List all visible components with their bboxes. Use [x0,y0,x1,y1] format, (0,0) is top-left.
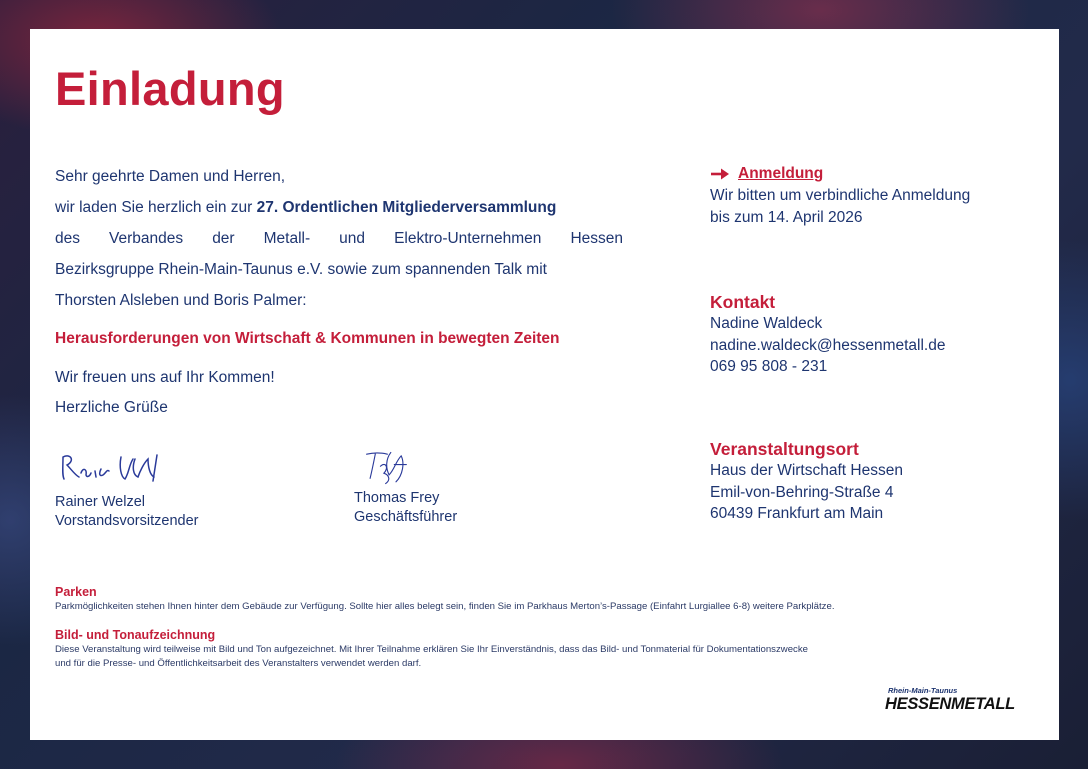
registration-link[interactable]: Anmeldung [738,165,824,182]
contact-section [710,291,945,378]
signature-rainer-welzel [55,449,185,487]
registration-text: Wir bitten um verbindliche Anmeldung [710,187,971,204]
signer-text [354,489,457,527]
signature-thomas-frey [356,449,436,487]
signer-name: Rainer Welzel [55,494,145,510]
signature-block-1 [55,449,198,531]
salutation: Sehr geehrte Damen und Herren, [55,168,286,185]
invitation-text: wir laden Sie herzlich ein zur [55,199,257,216]
greeting-line: Herzliche Grüße [55,399,168,416]
venue-city: 60439 Frankfurt am Main [710,505,884,522]
recording-block [55,628,1015,671]
registration-deadline: bis zum 14. April 2026 [710,208,863,226]
signer-name: Thomas Frey [354,490,440,506]
invitation-card [30,29,1059,740]
hessenmetall-logo [885,686,1035,716]
speakers-line: Thorsten Alsleben und Boris Palmer: [55,292,307,309]
closing-line: Wir freuen uns auf Ihr Kommen! [55,369,275,386]
registration-heading-row [710,163,970,185]
signature-block-2 [354,449,457,527]
recording-text-1: Diese Veranstaltung wird teilweise mit Bild und Ton aufgezeichnet. Mit Ihrer Teilnahme erklären Sie Ihr Einverständnis, dass das Bild- und Tonmaterial für Dokumentationszwecke [55,644,808,655]
letter-body [55,161,623,423]
invitation-line [55,192,623,223]
signer-role: Geschäftsführer [354,509,458,525]
closing [55,363,623,423]
contact-heading: Kontakt [710,292,776,312]
recording-heading: Bild- und Tonaufzeichnung [55,628,216,642]
arrow-right-icon [710,167,730,181]
venue-street: Emil-von-Behring-Straße 4 [710,483,894,501]
parking-text: Parkmöglichkeiten stehen Ihnen hinter dem Gebäude zur Verfügung. Sollte hier alles belegt sein, finden Sie im Parkhaus Merton’s-Passage (Einfahrt Lurgiallee 6-8) weitere Parkplätze. [55,601,835,612]
logo-wordmark: HESSENMETALL [885,695,1015,713]
parking-heading: Parken [55,585,97,599]
venue-section [710,438,903,525]
venue-name: Haus der Wirtschaft Hessen [710,462,903,479]
signer-role: Vorstandsvorsitzender [55,513,199,529]
registration-section [710,163,970,228]
recording-text-2: und für die Presse- und Öffentlichkeitsarbeit des Veranstalters verwendet werden darf. [55,658,422,669]
group-line: Bezirksgruppe Rhein-Main-Taunus e.V. sowie zum spannenden Talk mit [55,261,547,278]
contact-email[interactable]: nadine.waldeck@hessenmetall.de [710,336,946,354]
page-title: Einladung [55,62,285,115]
venue-heading: Veranstaltungsort [710,439,859,459]
event-name: 27. Ordentlichen Mitgliederversammlung [256,199,557,216]
association-line: des Verbandes der Metall- und Elektro-Unternehmen Hessen [55,230,623,247]
contact-name: Nadine Waldeck [710,315,823,332]
notes-section [55,585,1015,671]
logo-subtitle: Rhein-Main-Taunus [888,686,958,695]
contact-phone[interactable]: 069 95 808 - 231 [710,358,828,375]
talk-topic: Herausforderungen von Wirtschaft & Kommunen in bewegten Zeiten [55,330,560,347]
